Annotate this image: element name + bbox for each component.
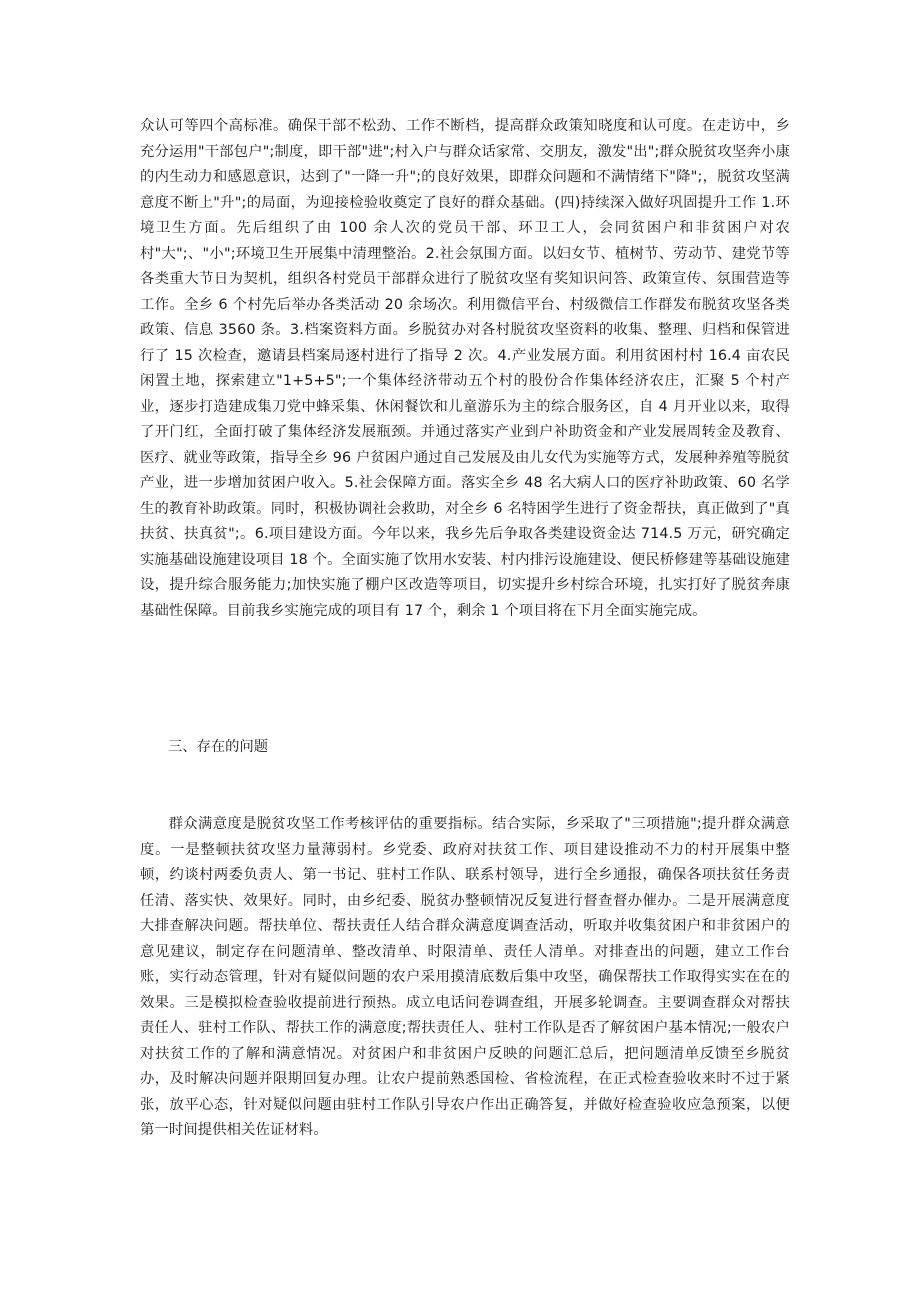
body-paragraph-satisfaction-measures: 群众满意度是脱贫攻坚工作考核评估的重要指标。结合实际，乡采取了"三项措施";提升群众满意度。一是整顿扶贫攻坚力量薄弱村。乡党委、政府对扶贫工作、项目建设推动不力的村开展集中整顿，约谈村两委负责人、第一书记、驻村工作队、联系村领导，进行全乡通报，确保各项扶贫任务责任清、落实快、效果好。同时，由乡纪委、脱贫办整顿情况反复进行督查督办催办。二是开展满意度大排查解决问题。帮扶单位、帮扶责任人结合群众满意度调查活动，听取并收集贫困户和非贫困户的意见建议，制定存在问题清单、整改清单、时限清单、责任人清单。对排查出的问题，建立工作台账，实行动态管理，针对有疑似问题的农户采用摸清底数后集中攻坚，确保帮扶工作取得实实在在的效果。三是模拟检查验收提前进行预热。成立电话问卷调查组，开展多轮调查。主要调查群众对帮扶责任人、驻村工作队、帮扶工作的满意度;帮扶责任人、驻村工作队是否了解贫困户基本情况;一般农户对扶贫工作的了解和满意情况。对贫困户和非贫困户反映的问题汇总后，把问题清单反馈至乡脱贫办，及时解决问题并限期回复办理。让农户提前熟悉国检、省检流程，在正式检查验收来时不过于紧张，放平心态，针对疑似问题由驻村工作队引导农户作出正确答复，并做好检查验收应急预案，以便第一时间提供相关佐证材料。 (140, 816, 790, 1138)
body-paragraph-consolidation-work: 众认可等四个高标准。确保干部不松劲、工作不断档，提高群众政策知晓度和认可度。在走访中，乡充分运用"干部包户";制度，即干部"进";村入户与群众话家常、交朋友，激发"出";群众脱贫攻坚奔小康的内生动力和感恩意识，达到了"一降一升";的良好效果，即群众问题和不满情绪下"降";，脱贫攻坚满意度不断上"升";的局面，为迎接检验收奠定了良好的群众基础。(四)持续深入做好巩固提升工作 1.环境卫生方面。先后组织了由 100 余人次的党员干部、环卫工人，会同贫困户和非贫困户对农村"大";、"小";环境卫生开展集中清理整治。2.社会氛围方面。以妇女节、植树节、劳动节、建党节等各类重大节日为契机，组织各村党员干部群众进行了脱贫攻坚有奖知识问答、政策宣传、氛围营造等工作。全乡 6 个村先后举办各类活动 20 余场次。利用微信平台、村级微信工作群发布脱贫攻坚各类政策、信息 3560 条。3.档案资料方面。乡脱贫办对各村脱贫攻坚资料的收集、整理、归档和保管进行了 15 次检查，邀请县档案局逐村进行了指导 2 次。4.产业发展方面。利用贫困村村 16.4 亩农民闲置土地，探索建立"1+5+5";一个集体经济带动五个村的股份合作集体经济农庄，汇聚 5 个村产业，逐步打造建成集刀党中蜂采集、休闲餐饮和儿童游乐为主的综合服务区，自 4 月开业以来，取得了开门红，全面打破了集体经济发展瓶颈。并通过落实产业到户补助资金和产业发展周转金及教育、医疗、就业等政策，指导全乡 96 户贫困户通过自己发展及由儿女代为实施等方式，发展种养殖等脱贫产业，进一步增加贫困户收入。5.社会保障方面。落实全乡 48 名大病人口的医疗补助政策、60 名学生的教育补助政策。同时，积极协调社会救助，对全乡 6 名特困学生进行了资金帮扶，真正做到了"真扶贫、扶真贫";。6.项目建设方面。今年以来，我乡先后争取各类建设资金达 714.5 万元，研究确定实施基础设施建设项目 18 个。全面实施了饮用水安装、村内排污设施建设、便民桥修建等基础设施建设，提升综合服务能力;加快实施了棚户区改造等项目，切实提升乡村综合环境，扎实打好了脱贫奔康基础性保障。目前我乡实施完成的项目有 17 个，剩余 1 个项目将在下月全面实施完成。 (140, 118, 790, 619)
section-body (140, 812, 790, 1144)
section-heading-existing-problems: 三、存在的问题 (168, 739, 269, 755)
